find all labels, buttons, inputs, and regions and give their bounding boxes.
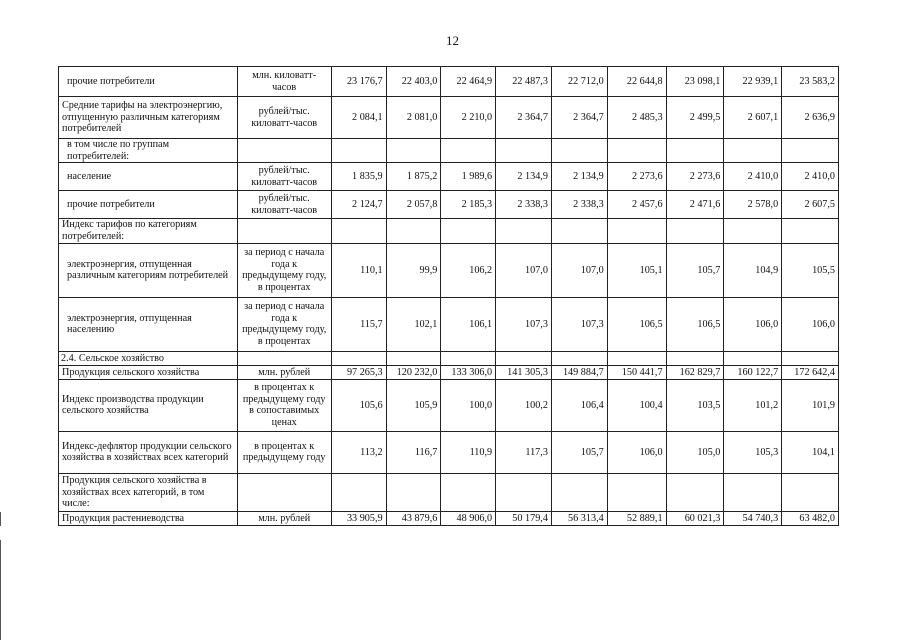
value-cell: 2 457,6 [607, 191, 666, 219]
value-cell: 22 403,0 [386, 67, 441, 97]
value-cell: 105,6 [331, 379, 386, 431]
value-cell: 116,7 [386, 431, 441, 473]
value-cell [331, 473, 386, 511]
value-cell: 1 989,6 [441, 163, 496, 191]
value-cell: 2 081,0 [386, 97, 441, 139]
table-row [59, 351, 839, 365]
value-cell: 101,2 [724, 379, 782, 431]
value-cell [607, 219, 666, 243]
value-cell: 43 879,6 [386, 511, 441, 525]
value-cell: 33 905,9 [331, 511, 386, 525]
value-cell: 105,9 [386, 379, 441, 431]
page-number: 12 [446, 33, 459, 48]
value-cell [551, 219, 607, 243]
value-cell: 2 410,0 [724, 163, 782, 191]
value-cell [386, 139, 441, 163]
unit-cell [237, 473, 331, 511]
value-cell: 105,5 [782, 243, 839, 297]
value-cell: 2 273,6 [666, 163, 724, 191]
left-margin-mark [0, 512, 1, 526]
value-cell [551, 351, 607, 365]
value-cell: 2 210,0 [441, 97, 496, 139]
value-cell [724, 473, 782, 511]
value-cell: 22 712,0 [551, 67, 607, 97]
value-cell: 22 939,1 [724, 67, 782, 97]
value-cell: 23 098,1 [666, 67, 724, 97]
value-cell: 2 338,3 [496, 191, 552, 219]
table-row [59, 243, 839, 297]
value-cell: 2 471,6 [666, 191, 724, 219]
value-cell [551, 473, 607, 511]
value-cell: 106,5 [607, 297, 666, 351]
value-cell: 105,7 [666, 243, 724, 297]
value-cell: 105,3 [724, 431, 782, 473]
value-cell: 2 057,8 [386, 191, 441, 219]
table-row [59, 511, 839, 525]
value-cell: 60 021,3 [666, 511, 724, 525]
unit-cell: рублей/тыс. киловатт-часов [237, 191, 331, 219]
table-row [59, 191, 839, 219]
value-cell [607, 139, 666, 163]
value-cell: 2 338,3 [551, 191, 607, 219]
value-cell: 105,0 [666, 431, 724, 473]
row-label: прочие потребители [59, 67, 238, 97]
value-cell: 48 906,0 [441, 511, 496, 525]
value-cell [496, 139, 552, 163]
value-cell: 2 607,1 [724, 97, 782, 139]
value-cell: 63 482,0 [782, 511, 839, 525]
value-cell: 149 884,7 [551, 365, 607, 379]
unit-cell [237, 351, 331, 365]
value-cell: 23 583,2 [782, 67, 839, 97]
value-cell [386, 351, 441, 365]
row-label: Индекс производства продукции сельского хозяйства [59, 379, 238, 431]
value-cell: 2 607,5 [782, 191, 839, 219]
value-cell: 106,0 [782, 297, 839, 351]
value-cell [607, 473, 666, 511]
value-cell: 22 487,3 [496, 67, 552, 97]
value-cell: 99,9 [386, 243, 441, 297]
value-cell [441, 351, 496, 365]
row-label: Продукция растениеводства [59, 511, 238, 525]
row-label: 2.4. Сельское хозяйство [59, 351, 238, 365]
unit-cell: рублей/тыс. киловатт-часов [237, 163, 331, 191]
table-row [59, 379, 839, 431]
value-cell: 2 485,3 [607, 97, 666, 139]
value-cell: 150 441,7 [607, 365, 666, 379]
row-label: Средние тарифы на электроэнергию, отпущенную различным категориям потребителей [59, 97, 238, 139]
value-cell: 107,0 [496, 243, 552, 297]
table-row [59, 473, 839, 511]
value-cell: 133 306,0 [441, 365, 496, 379]
value-cell [441, 139, 496, 163]
value-cell: 106,2 [441, 243, 496, 297]
value-cell: 110,1 [331, 243, 386, 297]
value-cell: 1 875,2 [386, 163, 441, 191]
value-cell [496, 473, 552, 511]
value-cell [331, 139, 386, 163]
value-cell [496, 219, 552, 243]
value-cell [441, 219, 496, 243]
value-cell [724, 139, 782, 163]
value-cell: 101,9 [782, 379, 839, 431]
value-cell: 22 464,9 [441, 67, 496, 97]
value-cell: 117,3 [496, 431, 552, 473]
row-label: Продукция сельского хозяйства в хозяйствах всех категорий, в том числе: [59, 473, 238, 511]
value-cell: 2 410,0 [782, 163, 839, 191]
value-cell: 2 273,6 [607, 163, 666, 191]
unit-cell: млн. рублей [237, 365, 331, 379]
table-row [59, 219, 839, 243]
value-cell: 115,7 [331, 297, 386, 351]
value-cell: 160 122,7 [724, 365, 782, 379]
value-cell: 106,5 [666, 297, 724, 351]
value-cell: 22 644,8 [607, 67, 666, 97]
value-cell: 105,1 [607, 243, 666, 297]
value-cell: 97 265,3 [331, 365, 386, 379]
value-cell: 104,9 [724, 243, 782, 297]
value-cell [782, 351, 839, 365]
unit-cell: в процентах к предыдущему году в сопоставимых ценах [237, 379, 331, 431]
unit-cell: за период с начала года к предыдущему году, в процентах [237, 297, 331, 351]
value-cell [666, 219, 724, 243]
unit-cell [237, 139, 331, 163]
row-label: Индекс-дефлятор продукции сельского хозяйства в хозяйствах всех категорий [59, 431, 238, 473]
row-label: в том числе по группам потребителей: [59, 139, 238, 163]
value-cell: 100,2 [496, 379, 552, 431]
value-cell [782, 139, 839, 163]
value-cell: 106,1 [441, 297, 496, 351]
value-cell: 2 364,7 [551, 97, 607, 139]
value-cell [724, 351, 782, 365]
value-cell [331, 219, 386, 243]
table-row [59, 365, 839, 379]
unit-cell: млн. киловатт-часов [237, 67, 331, 97]
value-cell: 104,1 [782, 431, 839, 473]
value-cell [666, 351, 724, 365]
value-cell: 2 084,1 [331, 97, 386, 139]
value-cell: 106,0 [724, 297, 782, 351]
value-cell: 172 642,4 [782, 365, 839, 379]
value-cell: 50 179,4 [496, 511, 552, 525]
value-cell: 2 185,3 [441, 191, 496, 219]
value-cell [666, 473, 724, 511]
value-cell: 141 305,3 [496, 365, 552, 379]
table-row [59, 297, 839, 351]
unit-cell [237, 219, 331, 243]
value-cell: 56 313,4 [551, 511, 607, 525]
value-cell: 106,4 [551, 379, 607, 431]
value-cell [782, 473, 839, 511]
value-cell: 107,3 [551, 297, 607, 351]
value-cell [386, 473, 441, 511]
value-cell: 103,5 [666, 379, 724, 431]
value-cell: 2 636,9 [782, 97, 839, 139]
value-cell: 54 740,3 [724, 511, 782, 525]
value-cell: 52 889,1 [607, 511, 666, 525]
value-cell: 2 134,9 [496, 163, 552, 191]
value-cell: 106,0 [607, 431, 666, 473]
value-cell: 2 364,7 [496, 97, 552, 139]
value-cell: 2 578,0 [724, 191, 782, 219]
value-cell: 102,1 [386, 297, 441, 351]
table-body [59, 67, 839, 526]
table-row [59, 163, 839, 191]
value-cell: 100,4 [607, 379, 666, 431]
value-cell [331, 351, 386, 365]
row-label: электроэнергия, отпущенная различным категориям потребителей [59, 243, 238, 297]
value-cell [666, 139, 724, 163]
row-label: прочие потребители [59, 191, 238, 219]
unit-cell: рублей/тыс. киловатт-часов [237, 97, 331, 139]
row-label: Продукция сельского хозяйства [59, 365, 238, 379]
left-margin-mark [0, 540, 1, 640]
value-cell: 110,9 [441, 431, 496, 473]
value-cell [386, 219, 441, 243]
value-cell: 1 835,9 [331, 163, 386, 191]
table-row [59, 431, 839, 473]
unit-cell: в процентах к предыдущему году [237, 431, 331, 473]
value-cell: 2 124,7 [331, 191, 386, 219]
value-cell [441, 473, 496, 511]
value-cell: 2 499,5 [666, 97, 724, 139]
value-cell [551, 139, 607, 163]
table-row [59, 67, 839, 97]
value-cell: 100,0 [441, 379, 496, 431]
row-label: электроэнергия, отпущенная населению [59, 297, 238, 351]
value-cell [724, 219, 782, 243]
value-cell [782, 219, 839, 243]
unit-cell: за период с начала года к предыдущему году, в процентах [237, 243, 331, 297]
value-cell [496, 351, 552, 365]
statistics-table [58, 66, 839, 526]
value-cell: 105,7 [551, 431, 607, 473]
table-row [59, 97, 839, 139]
value-cell: 23 176,7 [331, 67, 386, 97]
value-cell: 107,3 [496, 297, 552, 351]
row-label: население [59, 163, 238, 191]
value-cell [607, 351, 666, 365]
value-cell: 113,2 [331, 431, 386, 473]
unit-cell: млн. рублей [237, 511, 331, 525]
table-row [59, 139, 839, 163]
value-cell: 162 829,7 [666, 365, 724, 379]
value-cell: 120 232,0 [386, 365, 441, 379]
value-cell: 2 134,9 [551, 163, 607, 191]
row-label: Индекс тарифов по категориям потребителей: [59, 219, 238, 243]
value-cell: 107,0 [551, 243, 607, 297]
